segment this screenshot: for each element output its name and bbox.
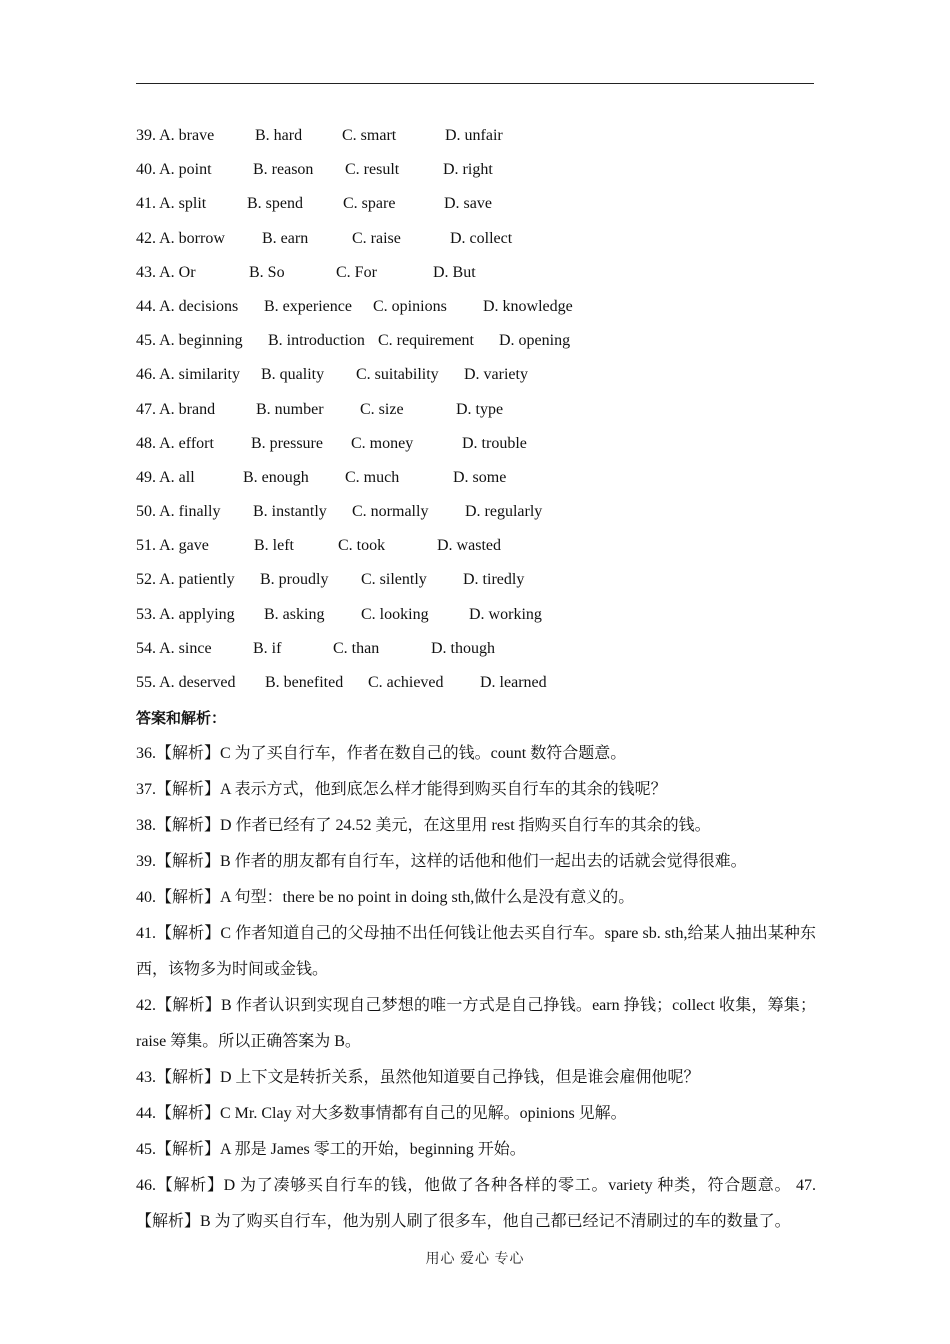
option-c: C. looking xyxy=(361,605,429,623)
option-c: C. normally xyxy=(352,503,429,521)
option-row xyxy=(136,192,816,226)
option-b: B. spend xyxy=(247,195,303,213)
option-c: C. took xyxy=(338,537,386,555)
option-row xyxy=(136,227,816,261)
option-row xyxy=(136,671,816,705)
option-b: B. reason xyxy=(253,161,314,179)
option-d: D. trouble xyxy=(462,434,527,452)
option-b: B. benefited xyxy=(265,674,344,691)
option-b: B. hard xyxy=(255,127,303,144)
answer-item: 39.【解析】B 作者的朋友都有自行车，这样的话他和他们一起出去的话就会觉得很难。 xyxy=(136,853,747,870)
question-number-option-a: 47. A. brand xyxy=(136,400,216,418)
option-d: D. But xyxy=(433,263,476,281)
option-c: C. opinions xyxy=(373,297,447,315)
option-b: B. quality xyxy=(261,366,325,384)
option-d: D. unfair xyxy=(445,127,503,144)
option-b: B. introduction xyxy=(268,332,365,350)
option-row xyxy=(136,363,816,397)
option-row xyxy=(136,534,816,568)
option-row xyxy=(136,158,816,192)
option-b: B. pressure xyxy=(251,434,323,452)
option-b: B. So xyxy=(249,263,285,281)
question-number-option-a: 39. A. brave xyxy=(136,127,215,144)
option-b: B. number xyxy=(256,400,324,418)
option-d: D. right xyxy=(443,161,493,179)
option-row xyxy=(136,329,816,363)
option-c: C. money xyxy=(351,434,414,452)
question-number-option-a: 45. A. beginning xyxy=(136,332,243,350)
question-number-option-a: 44. A. decisions xyxy=(136,297,239,315)
answer-item: 41.【解析】C 作者知道自己的父母抽不出任何钱让他去买自行车。spare sb. sth,给某人抽出某种东西，该物多为时间或金钱。 xyxy=(136,925,816,978)
option-d: D. knowledge xyxy=(483,297,573,315)
option-b: B. asking xyxy=(264,605,325,623)
option-d: D. save xyxy=(444,195,492,213)
option-d: D. working xyxy=(469,605,542,623)
question-number-option-a: 42. A. borrow xyxy=(136,229,225,247)
option-b: B. enough xyxy=(243,468,309,486)
option-row xyxy=(136,261,816,295)
option-d: D. some xyxy=(453,468,507,486)
question-number-option-a: 46. A. similarity xyxy=(136,366,240,384)
option-c: C. achieved xyxy=(368,674,444,691)
option-c: C. raise xyxy=(352,229,401,247)
answer-item: 46.【解析】D 为了凑够买自行车的钱，他做了各种各样的零工。variety 种类，符合题意。 47.【解析】B 为了购买自行车，他为别人刷了很多车，他自己都已经记不清刷过的车的数量了。 xyxy=(136,1177,816,1230)
option-b: B. if xyxy=(253,639,282,657)
answer-item: 45.【解析】A 那是 James 零工的开始，beginning 开始。 xyxy=(136,1141,526,1158)
question-number-option-a: 40. A. point xyxy=(136,161,212,179)
option-row xyxy=(136,637,816,671)
answer-list xyxy=(136,736,816,1240)
answer-item: 40.【解析】A 句型：there be no point in doing sth,做什么是没有意义的。 xyxy=(136,889,635,906)
option-c: C. than xyxy=(333,639,380,657)
option-row xyxy=(136,500,816,534)
option-b: B. experience xyxy=(264,297,352,315)
answers-section xyxy=(136,706,816,1240)
question-number-option-a: 52. A. patiently xyxy=(136,571,235,589)
question-number-option-a: 49. A. all xyxy=(136,468,195,486)
option-row xyxy=(136,398,816,432)
option-b: B. earn xyxy=(262,229,309,247)
question-number-option-a: 43. A. Or xyxy=(136,263,196,281)
page-footer: 用心 爱心 专心 xyxy=(425,1252,525,1267)
options-list xyxy=(136,124,816,705)
option-d: D. tiredly xyxy=(463,571,525,589)
question-number-option-a: 48. A. effort xyxy=(136,434,214,452)
answers-heading: 答案和解析： xyxy=(136,709,227,727)
option-c: C. silently xyxy=(361,571,427,589)
question-number-option-a: 54. A. since xyxy=(136,639,212,657)
option-c: C. spare xyxy=(343,195,396,213)
option-c: C. suitability xyxy=(356,366,439,384)
answer-item: 36.【解析】C 为了买自行车，作者在数自己的钱。count 数符合题意。 xyxy=(136,745,627,762)
answer-item: 38.【解析】D 作者已经有了 24.52 美元，在这里用 rest 指购买自行车的其余的钱。 xyxy=(136,817,711,834)
option-c: C. much xyxy=(345,468,400,486)
option-d: D. variety xyxy=(464,366,528,384)
option-b: B. left xyxy=(254,537,294,555)
answer-item: 42.【解析】B 作者认识到实现自己梦想的唯一方式是自己挣钱。earn 挣钱；collect 收集，筹集；raise 筹集。所以正确答案为 B。 xyxy=(136,997,816,1050)
option-d: D. type xyxy=(456,400,504,418)
question-number-option-a: 51. A. gave xyxy=(136,537,209,555)
option-c: C. smart xyxy=(342,127,397,144)
option-c: C. size xyxy=(360,400,404,418)
option-b: B. proudly xyxy=(260,571,329,589)
answer-item: 44.【解析】C Mr. Clay 对大多数事情都有自己的见解。opinions 见解。 xyxy=(136,1105,627,1122)
option-d: D. regularly xyxy=(465,503,543,521)
option-c: C. requirement xyxy=(378,332,474,350)
option-b: B. instantly xyxy=(253,503,327,521)
option-d: D. opening xyxy=(499,332,571,350)
option-c: C. result xyxy=(345,161,400,179)
option-c: C. For xyxy=(336,263,377,281)
answer-item: 43.【解析】D 上下文是转折关系，虽然他知道要自己挣钱，但是谁会雇佣他呢？ xyxy=(136,1069,700,1086)
option-row xyxy=(136,295,816,329)
option-row xyxy=(136,124,816,158)
option-d: D. learned xyxy=(480,674,547,691)
option-row xyxy=(136,466,816,500)
header-rule xyxy=(136,83,814,84)
question-number-option-a: 53. A. applying xyxy=(136,605,235,623)
option-row xyxy=(136,603,816,637)
question-number-option-a: 55. A. deserved xyxy=(136,674,236,691)
question-number-option-a: 50. A. finally xyxy=(136,503,221,521)
option-d: D. wasted xyxy=(437,537,501,555)
answer-item: 37.【解析】A 表示方式，他到底怎么样才能得到购买自行车的其余的钱呢？ xyxy=(136,781,667,798)
option-row xyxy=(136,432,816,466)
question-number-option-a: 41. A. split xyxy=(136,195,207,213)
option-row xyxy=(136,568,816,602)
option-d: D. collect xyxy=(450,229,513,247)
option-d: D. though xyxy=(431,639,495,657)
